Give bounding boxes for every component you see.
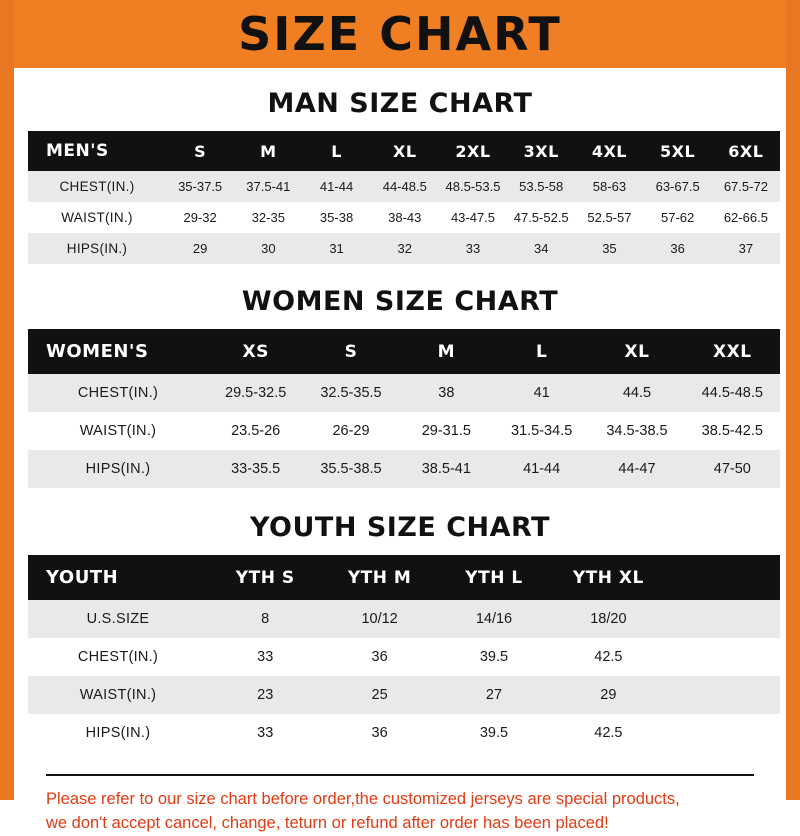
table-cell [666, 676, 780, 714]
women-header-l: L [494, 329, 589, 374]
notice-text [46, 774, 754, 836]
table-row [28, 676, 780, 714]
man-header-3xl: 3XL [507, 131, 575, 171]
table-cell: 32-35 [234, 202, 302, 233]
women-row-label-chest: CHEST(IN.) [28, 374, 208, 412]
table-cell: 29.5-32.5 [208, 374, 303, 412]
table-row [28, 171, 780, 202]
man-header-6xl: 6XL [712, 131, 780, 171]
table-cell: 48.5-53.5 [439, 171, 507, 202]
table-cell: 43-47.5 [439, 202, 507, 233]
table-header-row [28, 131, 780, 171]
table-row [28, 374, 780, 412]
man-header-title: MEN'S [28, 131, 166, 171]
women-header-title: WOMEN'S [28, 329, 208, 374]
table-cell: 29-31.5 [399, 412, 494, 450]
women-row-label-hips: HIPS(IN.) [28, 450, 208, 488]
man-header-5xl: 5XL [644, 131, 712, 171]
table-row [28, 412, 780, 450]
table-cell: 23 [208, 676, 322, 714]
page-title: SIZE CHART [238, 7, 562, 61]
man-size-table [28, 131, 780, 264]
youth-header-empty [666, 555, 780, 600]
table-cell: 31 [302, 233, 370, 264]
table-cell: 42.5 [551, 714, 665, 752]
man-section-title: MAN SIZE CHART [267, 88, 533, 119]
table-cell: 29 [551, 676, 665, 714]
man-row-label-hips: HIPS(IN.) [28, 233, 166, 264]
women-header-s: S [303, 329, 398, 374]
table-cell: 33 [208, 714, 322, 752]
women-row-label-waist: WAIST(IN.) [28, 412, 208, 450]
youth-header-yth-xl: YTH XL [551, 555, 665, 600]
table-cell: 52.5-57 [575, 202, 643, 233]
table-cell: 27 [437, 676, 551, 714]
table-cell: 14/16 [437, 600, 551, 638]
youth-section-title: YOUTH SIZE CHART [249, 512, 551, 543]
table-header-row [28, 555, 780, 600]
table-cell: 57-62 [644, 202, 712, 233]
table-cell: 63-67.5 [644, 171, 712, 202]
table-cell: 26-29 [303, 412, 398, 450]
table-cell: 35.5-38.5 [303, 450, 398, 488]
man-header-l: L [302, 131, 370, 171]
table-cell: 33 [439, 233, 507, 264]
table-cell: 10/12 [322, 600, 436, 638]
table-cell [666, 600, 780, 638]
table-row [28, 600, 780, 638]
table-cell: 35 [575, 233, 643, 264]
women-size-table [28, 329, 780, 488]
man-header-xl: XL [371, 131, 439, 171]
table-cell: 31.5-34.5 [494, 412, 589, 450]
table-cell: 47.5-52.5 [507, 202, 575, 233]
table-cell: 18/20 [551, 600, 665, 638]
table-cell: 23.5-26 [208, 412, 303, 450]
women-header-xxl: XXL [685, 329, 780, 374]
women-header-xs: XS [208, 329, 303, 374]
women-table-body [28, 374, 780, 488]
table-cell: 37.5-41 [234, 171, 302, 202]
youth-header-yth-l: YTH L [437, 555, 551, 600]
youth-header-yth-m: YTH M [322, 555, 436, 600]
table-cell: 34.5-38.5 [589, 412, 684, 450]
youth-row-label-waist: WAIST(IN.) [28, 676, 208, 714]
table-cell: 8 [208, 600, 322, 638]
table-cell: 34 [507, 233, 575, 264]
youth-table-body [28, 600, 780, 752]
table-cell: 32 [371, 233, 439, 264]
youth-header-yth-s: YTH S [208, 555, 322, 600]
notice-line-2: we don't accept cancel, change, teturn or refund after order has been placed! [46, 813, 609, 832]
table-cell: 36 [322, 638, 436, 676]
table-cell: 53.5-58 [507, 171, 575, 202]
women-section-title: WOMEN SIZE CHART [241, 286, 559, 317]
man-header-m: M [234, 131, 302, 171]
table-cell: 44-48.5 [371, 171, 439, 202]
table-cell: 58-63 [575, 171, 643, 202]
man-header-2xl: 2XL [439, 131, 507, 171]
table-cell: 42.5 [551, 638, 665, 676]
table-cell: 41-44 [494, 450, 589, 488]
table-cell [666, 714, 780, 752]
man-row-label-chest: CHEST(IN.) [28, 171, 166, 202]
table-header-row [28, 329, 780, 374]
women-header-xl: XL [589, 329, 684, 374]
table-cell: 35-37.5 [166, 171, 234, 202]
youth-header-title: YOUTH [28, 555, 208, 600]
table-cell: 67.5-72 [712, 171, 780, 202]
table-cell [666, 638, 780, 676]
man-header-s: S [166, 131, 234, 171]
women-header-m: M [399, 329, 494, 374]
table-cell: 38.5-41 [399, 450, 494, 488]
table-cell: 44.5-48.5 [685, 374, 780, 412]
table-cell: 29 [166, 233, 234, 264]
banner [14, 0, 786, 68]
table-row [28, 233, 780, 264]
table-row [28, 714, 780, 752]
table-cell: 62-66.5 [712, 202, 780, 233]
table-cell: 36 [644, 233, 712, 264]
table-cell: 38 [399, 374, 494, 412]
table-cell: 44.5 [589, 374, 684, 412]
table-row [28, 638, 780, 676]
notice-line-1: Please refer to our size chart before order,the customized jerseys are special products, [46, 790, 680, 808]
youth-row-label-chest: CHEST(IN.) [28, 638, 208, 676]
content [14, 88, 786, 836]
table-cell: 25 [322, 676, 436, 714]
table-cell: 33-35.5 [208, 450, 303, 488]
women-table-header [28, 329, 780, 374]
youth-size-table [28, 555, 780, 752]
youth-row-label-ussize: U.S.SIZE [28, 600, 208, 638]
table-cell: 30 [234, 233, 302, 264]
man-row-label-waist: WAIST(IN.) [28, 202, 166, 233]
table-row [28, 202, 780, 233]
table-cell: 39.5 [437, 638, 551, 676]
table-cell: 33 [208, 638, 322, 676]
table-cell: 36 [322, 714, 436, 752]
man-header-4xl: 4XL [575, 131, 643, 171]
table-cell: 41-44 [302, 171, 370, 202]
table-row [28, 450, 780, 488]
man-table-header [28, 131, 780, 171]
table-cell: 38.5-42.5 [685, 412, 780, 450]
table-cell: 38-43 [371, 202, 439, 233]
table-cell: 41 [494, 374, 589, 412]
youth-row-label-hips: HIPS(IN.) [28, 714, 208, 752]
youth-table-header [28, 555, 780, 600]
table-cell: 35-38 [302, 202, 370, 233]
table-cell: 47-50 [685, 450, 780, 488]
table-cell: 44-47 [589, 450, 684, 488]
table-cell: 32.5-35.5 [303, 374, 398, 412]
table-cell: 29-32 [166, 202, 234, 233]
table-cell: 39.5 [437, 714, 551, 752]
man-table-body [28, 171, 780, 264]
table-cell: 37 [712, 233, 780, 264]
